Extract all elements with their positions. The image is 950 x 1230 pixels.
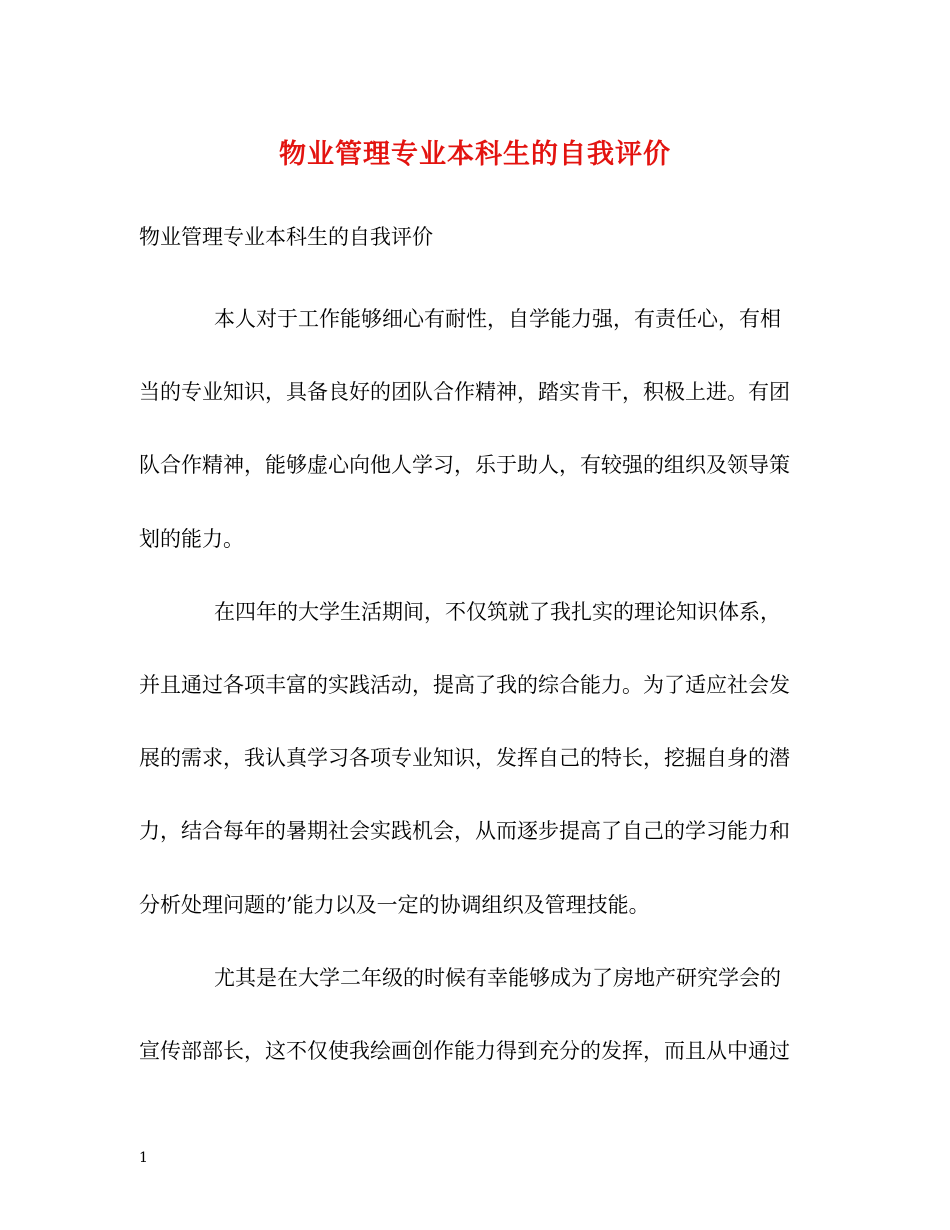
paragraph-2-line-1: 在四年的大学生活期间，不仅筑就了我扎实的理论知识体系， — [214, 599, 781, 624]
paragraph-1-line-4: 划的能力。 — [139, 526, 244, 551]
document-body — [139, 283, 819, 1088]
paragraph-2-line-4: 力，结合每年的暑期社会实践机会，从而逐步提高了自己的学习能力和 — [139, 819, 790, 844]
document-title: 物业管理专业本科生的自我评价 — [279, 139, 671, 170]
paragraph-2-line-3: 展的需求，我认真学习各项专业知识，发挥自己的特长，挖掘自身的潜 — [139, 746, 790, 771]
paragraph-1-line-1: 本人对于工作能够细心有耐性，自学能力强，有责任心，有相 — [214, 307, 781, 331]
paragraph-3-line-2: 宣传部部长，这不仅使我绘画创作能力得到充分的发挥，而且从中通过 — [139, 1038, 790, 1063]
page-number: 1 — [139, 1150, 148, 1166]
paragraph-1-line-2: 当的专业知识，具备良好的团队合作精神，踏实肯干，积极上进。有团 — [139, 380, 790, 405]
paragraph-3-line-1: 尤其是在大学二年级的时候有幸能够成为了房地产研究学会的 — [214, 965, 781, 990]
paragraph-2-line-2: 并且通过各项丰富的实践活动，提高了我的综合能力。为了适应社会发 — [139, 672, 790, 697]
paragraph-1-line-3: 队合作精神，能够虚心向他人学习，乐于助人，有较强的组织及领导策 — [139, 453, 790, 478]
document-subtitle: 物业管理专业本科生的自我评价 — [139, 225, 433, 249]
paragraph-2-line-5: 分析处理问题的’能力以及一定的协调组织及管理技能。 — [139, 892, 650, 917]
